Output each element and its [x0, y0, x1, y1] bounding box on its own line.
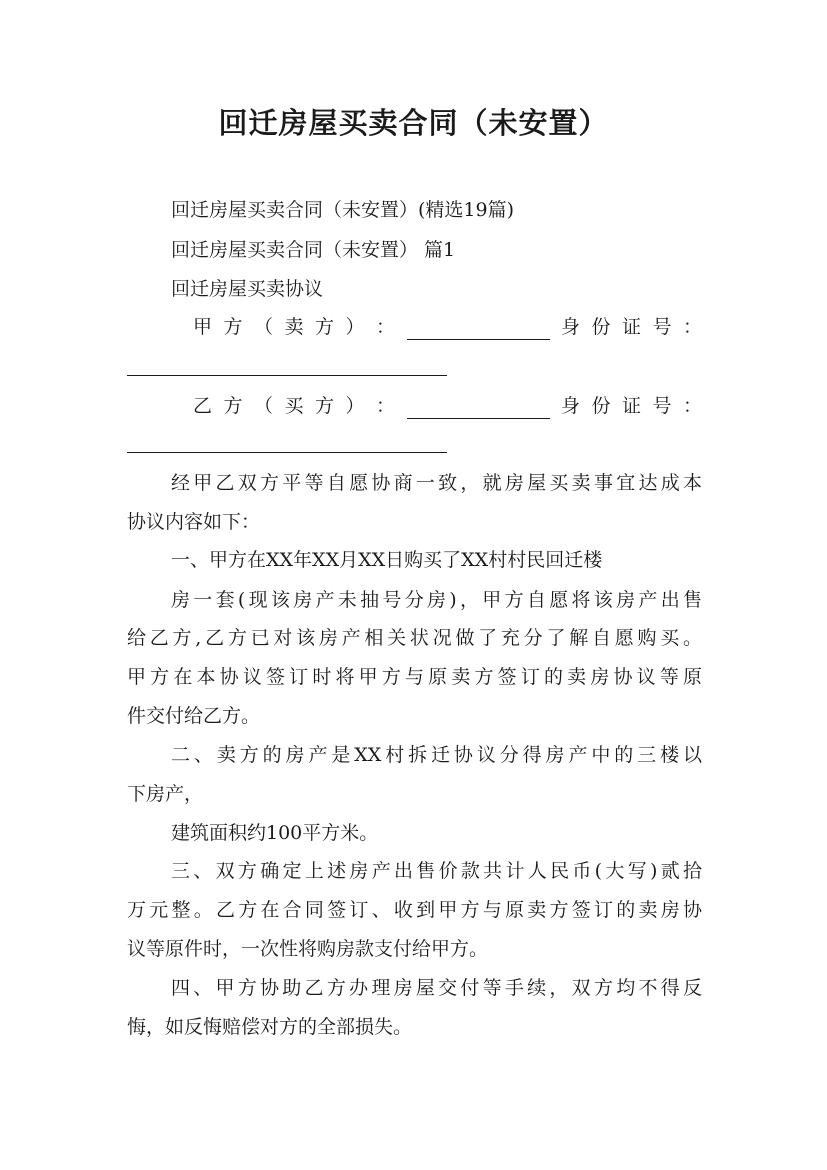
intro-paragraph-line: 协议内容如下： [127, 511, 261, 533]
clause-2-line: 建筑面积约100平方米。 [171, 822, 379, 844]
party-a-label-char: 方 [223, 316, 243, 338]
party-a-id-char: ： [682, 316, 702, 338]
party-a-label-char: 卖 [284, 316, 304, 338]
clause-1-line: 甲方在本协议签订时将甲方与原卖方签订的卖房协议等原 [127, 666, 702, 688]
party-a-label-char: （ [254, 316, 274, 338]
clause-1-line: 给乙方,乙方已对该房产相关状况做了充分了解自愿购买。 [127, 627, 702, 649]
party-b-row [193, 393, 702, 419]
party-b-label-char: 方 [315, 395, 335, 417]
party-a-label-char: ： [376, 316, 396, 338]
clause-2-line: 二、卖方的房产是XX村拆迁协议分得房产中的三楼以 [171, 744, 702, 766]
party-a-id-char: 证 [621, 316, 641, 338]
clause-1-line: 一、甲方在XX年XX月XX日购买了XX村村民回迁楼 [171, 549, 603, 571]
clause-4-line: 悔，如反悔赔偿对方的全部损失。 [127, 1016, 413, 1038]
clause-2-line: 下房产， [127, 783, 204, 805]
party-b-id-char: 份 [591, 395, 611, 417]
clause-3-line: 议等原件时，一次性将购房款支付给甲方。 [127, 938, 489, 960]
party-b-label-char: （ [254, 395, 274, 417]
party-b-id-char: ： [682, 395, 702, 417]
agreement-heading: 回迁房屋买卖协议 [171, 278, 324, 300]
clause-1-line: 房一套(现该房产未抽号分房)，甲方自愿将该房产出售 [171, 589, 702, 611]
party-a-label-char: 方 [315, 316, 335, 338]
party-b-id-blank [127, 452, 447, 453]
document-subtitle: 回迁房屋买卖合同（未安置）(精选19篇) [171, 199, 515, 221]
party-b-label-char: 方 [223, 395, 243, 417]
party-b-label-char: 买 [284, 395, 304, 417]
clause-1-line: 件交付给乙方。 [127, 705, 261, 727]
intro-paragraph-line: 经甲乙双方平等自愿协商一致，就房屋买卖事宜达成本 [171, 472, 702, 494]
party-a-name-blank [407, 319, 550, 340]
clause-3-line: 万元整。乙方在合同签订、收到甲方与原卖方签订的卖房协 [127, 899, 702, 921]
party-a-id-char: 号 [652, 316, 672, 338]
party-a-label-char: ） [345, 316, 365, 338]
party-b-id-char: 证 [621, 395, 641, 417]
party-b-id-char: 号 [652, 395, 672, 417]
party-a-id-blank [127, 375, 447, 376]
party-a-id-char: 份 [591, 316, 611, 338]
party-a-label-char: 甲 [193, 316, 213, 338]
document-title: 回迁房屋买卖合同（未安置） [218, 106, 609, 140]
party-a-id-char: 身 [560, 316, 580, 338]
party-a-row [193, 314, 702, 340]
party-b-id-char: 身 [560, 395, 580, 417]
party-b-label-char: ： [376, 395, 396, 417]
clause-3-line: 三、双方确定上述房产出售价款共计人民币(大写)贰拾 [171, 860, 702, 882]
party-b-label-char: 乙 [193, 395, 213, 417]
clause-4-line: 四、甲方协助乙方办理房屋交付等手续，双方均不得反 [171, 977, 702, 999]
party-b-name-blank [407, 398, 550, 419]
party-b-label-char: ） [345, 395, 365, 417]
section-heading: 回迁房屋买卖合同（未安置） 篇1 [171, 239, 456, 261]
